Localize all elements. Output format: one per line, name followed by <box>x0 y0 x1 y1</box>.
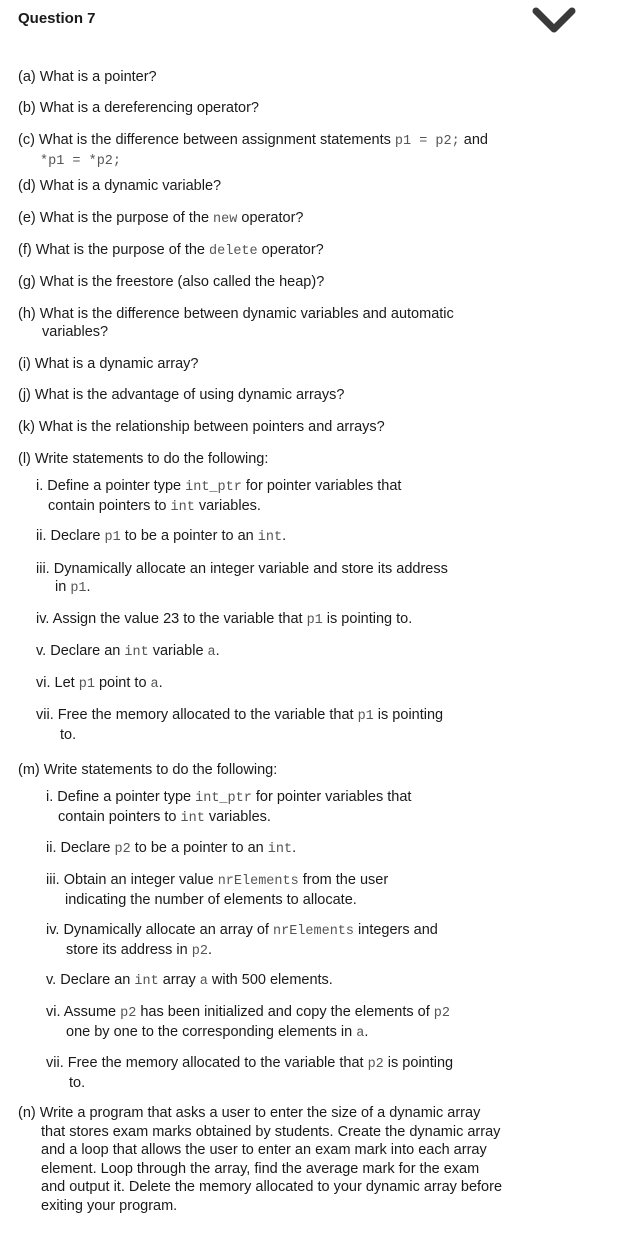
m-step-i: i. Define a pointer type int_ptr for pointer variables that contain pointers to int variables. <box>46 789 412 826</box>
question-b: (b) What is a dereferencing operator? <box>18 100 259 116</box>
question-n: (n) Write a program that asks a user to enter the size of a dynamic array that stores exam marks obtained by students. Create the dynamic array and a loop that allows the user to enter an exam mark into each array element. Loop through the array, find the average mark for the exam and output it. Delete the memory allocated to your dynamic array before exiting your program. <box>18 1105 503 1214</box>
question-title: Question 7 <box>18 10 96 27</box>
m-step-vi: vi. Assume p2 has been initialized and copy the elements of p2 one by one to the corresponding elements in a. <box>46 1004 450 1041</box>
l-step-iii: iii. Dynamically allocate an integer variable and store its address in p1. <box>36 561 448 596</box>
m-step-ii: ii. Declare p2 to be a pointer to an int. <box>46 840 297 857</box>
question-k: (k) What is the relationship between pointers and arrays? <box>18 419 385 435</box>
question-c: (c) What is the difference between assignment statements p1 = p2; and *p1 = *p2; <box>18 132 488 169</box>
l-step-iv: iv. Assign the value 23 to the variable that p1 is pointing to. <box>36 611 413 628</box>
l-step-vii: vii. Free the memory allocated to the variable that p1 is pointing to. <box>36 707 444 743</box>
question-i: (i) What is a dynamic array? <box>18 356 199 372</box>
question-a: (a) What is a pointer? <box>18 69 157 85</box>
question-e: (e) What is the purpose of the new operator? <box>18 210 304 227</box>
question-j: (j) What is the advantage of using dynamic arrays? <box>18 387 345 403</box>
question-l: (l) Write statements to do the following: <box>18 451 269 467</box>
question-h: (h) What is the difference between dynamic variables and automatic variables? <box>18 306 454 340</box>
l-step-v: v. Declare an int variable a. <box>36 643 220 660</box>
chevron-down-icon[interactable] <box>530 4 578 38</box>
m-step-iv: iv. Dynamically allocate an array of nrElements integers and store its address in p2. <box>46 922 438 959</box>
m-step-vii: vii. Free the memory allocated to the variable that p2 is pointing to. <box>46 1055 454 1091</box>
question-d: (d) What is a dynamic variable? <box>18 178 222 194</box>
m-step-v: v. Declare an int array a with 500 elements. <box>46 972 333 989</box>
l-step-vi: vi. Let p1 point to a. <box>36 675 163 692</box>
l-step-i: i. Define a pointer type int_ptr for pointer variables that contain pointers to int variables. <box>36 478 402 515</box>
question-m: (m) Write statements to do the following: <box>18 762 278 778</box>
l-step-ii: ii. Declare p1 to be a pointer to an int. <box>36 528 287 545</box>
m-step-iii: iii. Obtain an integer value nrElements from the user indicating the number of elements to allocate. <box>46 872 389 908</box>
question-f: (f) What is the purpose of the delete operator? <box>18 242 324 259</box>
question-g: (g) What is the freestore (also called the heap)? <box>18 274 325 290</box>
